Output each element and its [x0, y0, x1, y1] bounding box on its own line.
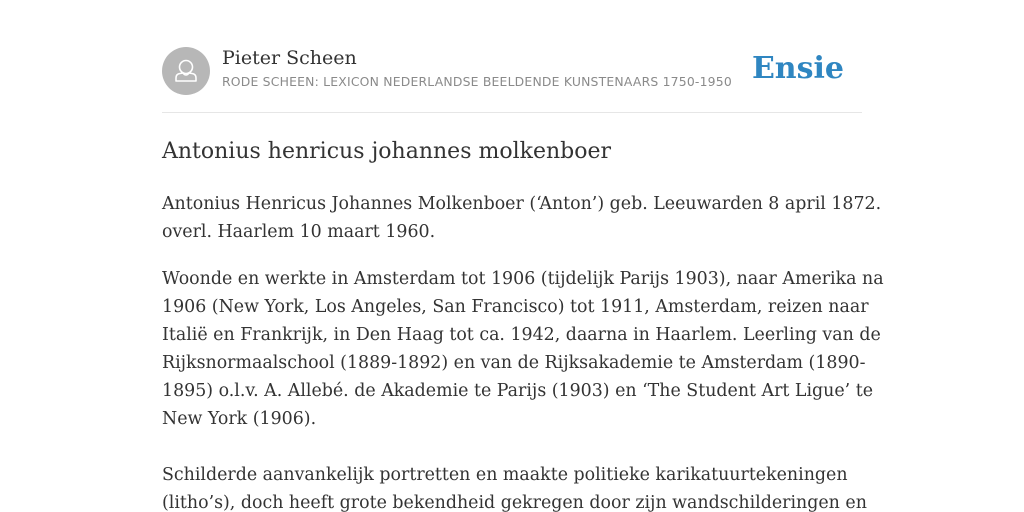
paragraph-line: overl. Haarlem 10 maart 1960. — [162, 222, 436, 242]
paragraph-line: 1895) o.l.v. A. Allebé. de Akademie te Parijs (1903) en ‘The Student Art Ligue’ te — [162, 381, 873, 401]
paragraph-line: New York (1906). — [162, 409, 317, 429]
article-paragraph-2 — [162, 265, 884, 433]
author-avatar[interactable] — [162, 47, 210, 95]
paragraph-line: Rijksnormaalschool (1889-1892) en van de Rijksakademie te Amsterdam (1890- — [162, 353, 866, 373]
paragraph-line: Antonius Henricus Johannes Molkenboer (‘Anton’) geb. Leeuwarden 8 april 1872. — [162, 194, 882, 214]
article-header — [162, 0, 862, 113]
paragraph-line: 1906 (New York, Los Angeles, San Francisco) tot 1911, Amsterdam, reizen naar — [162, 297, 869, 317]
paragraph-line: (litho’s), doch heeft grote bekendheid gekregen door zijn wandschilderingen en — [162, 493, 867, 512]
paragraph-line: Woonde en werkte in Amsterdam tot 1906 (tijdelijk Parijs 1903), naar Amerika na — [162, 269, 884, 289]
article-title: Antonius henricus johannes molkenboer — [162, 139, 612, 164]
source-name[interactable]: RODE SCHEEN: LEXICON NEDERLANDSE BEELDENDE KUNSTENAARS 1750-1950 — [222, 74, 732, 89]
article-paragraph-1 — [162, 190, 882, 246]
ensie-logo[interactable]: Ensie — [751, 51, 844, 86]
author-name[interactable]: Pieter Scheen — [222, 47, 357, 69]
user-icon — [162, 47, 210, 95]
article-paragraph-3 — [162, 461, 867, 512]
paragraph-line: Italië en Frankrijk, in Den Haag tot ca. 1942, daarna in Haarlem. Leerling van de — [162, 325, 881, 345]
paragraph-line: Schilderde aanvankelijk portretten en maakte politieke karikatuurtekeningen — [162, 465, 848, 485]
content-column — [162, 0, 884, 512]
